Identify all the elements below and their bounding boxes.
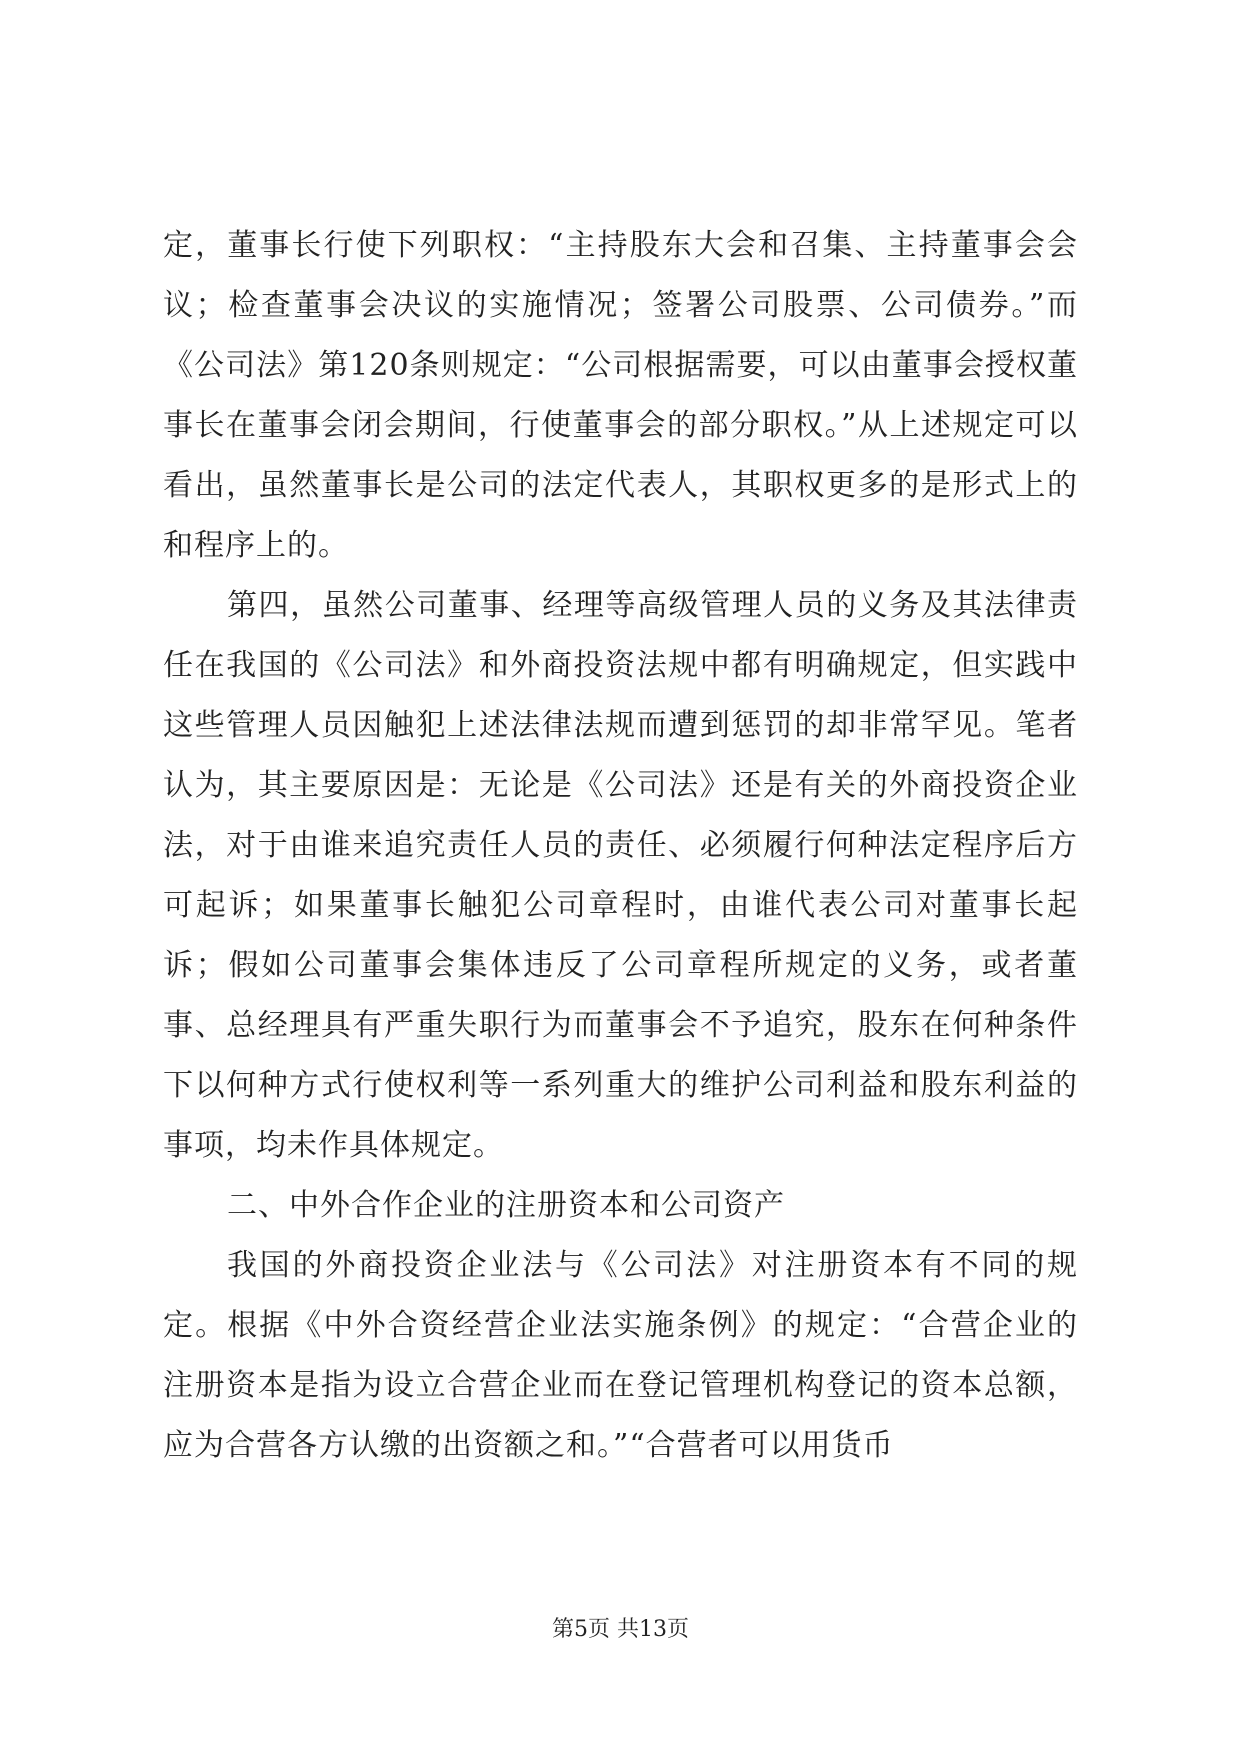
page-number-footer: 第5页 共13页	[552, 1617, 689, 1642]
paragraph-registered-capital: 我国的外商投资企业法与《公司法》对注册资本有不同的规定。根据《中外合资经营企业法实施条例》的规定：“合营企业的注册资本是指为设立合营企业而在登记管理机构登记的资本总额，应为合营各方认缴的出资额之和。”“合营者可以用货币	[163, 1248, 1078, 1463]
paragraph-fourth-point: 第四，虽然公司董事、经理等高级管理人员的义务及其法律责任在我国的《公司法》和外商投资法规中都有明确规定，但实践中这些管理人员因触犯上述法律法规而遭到惩罚的却非常罕见。笔者认为，其主要原因是：无论是《公司法》还是有关的外商投资企业法，对于由谁来追究责任人员的责任、必须履行何种法定程序后方可起诉；如果董事长触犯公司章程时，由谁代表公司对董事长起诉；假如公司董事会集体违反了公司章程所规定的义务，或者董事、总经理具有严重失职行为而董事会不予追究，股东在何种条件下以何种方式行使权利等一系列重大的维护公司利益和股东利益的事项，均未作具体规定。	[163, 588, 1078, 1163]
paragraph-continued: 定，董事长行使下列职权：“主持股东大会和召集、主持董事会会议；检查董事会决议的实施情况；签署公司股票、公司债券。”而《公司法》第120条则规定：“公司根据需要，可以由董事会授权董事长在董事会闭会期间，行使董事会的部分职权。”从上述规定可以看出，虽然董事长是公司的法定代表人，其职权更多的是形式上的和程序上的。	[163, 228, 1078, 563]
section-heading: 二、中外合作企业的注册资本和公司资产	[227, 1188, 785, 1223]
document-body	[163, 216, 1078, 1476]
